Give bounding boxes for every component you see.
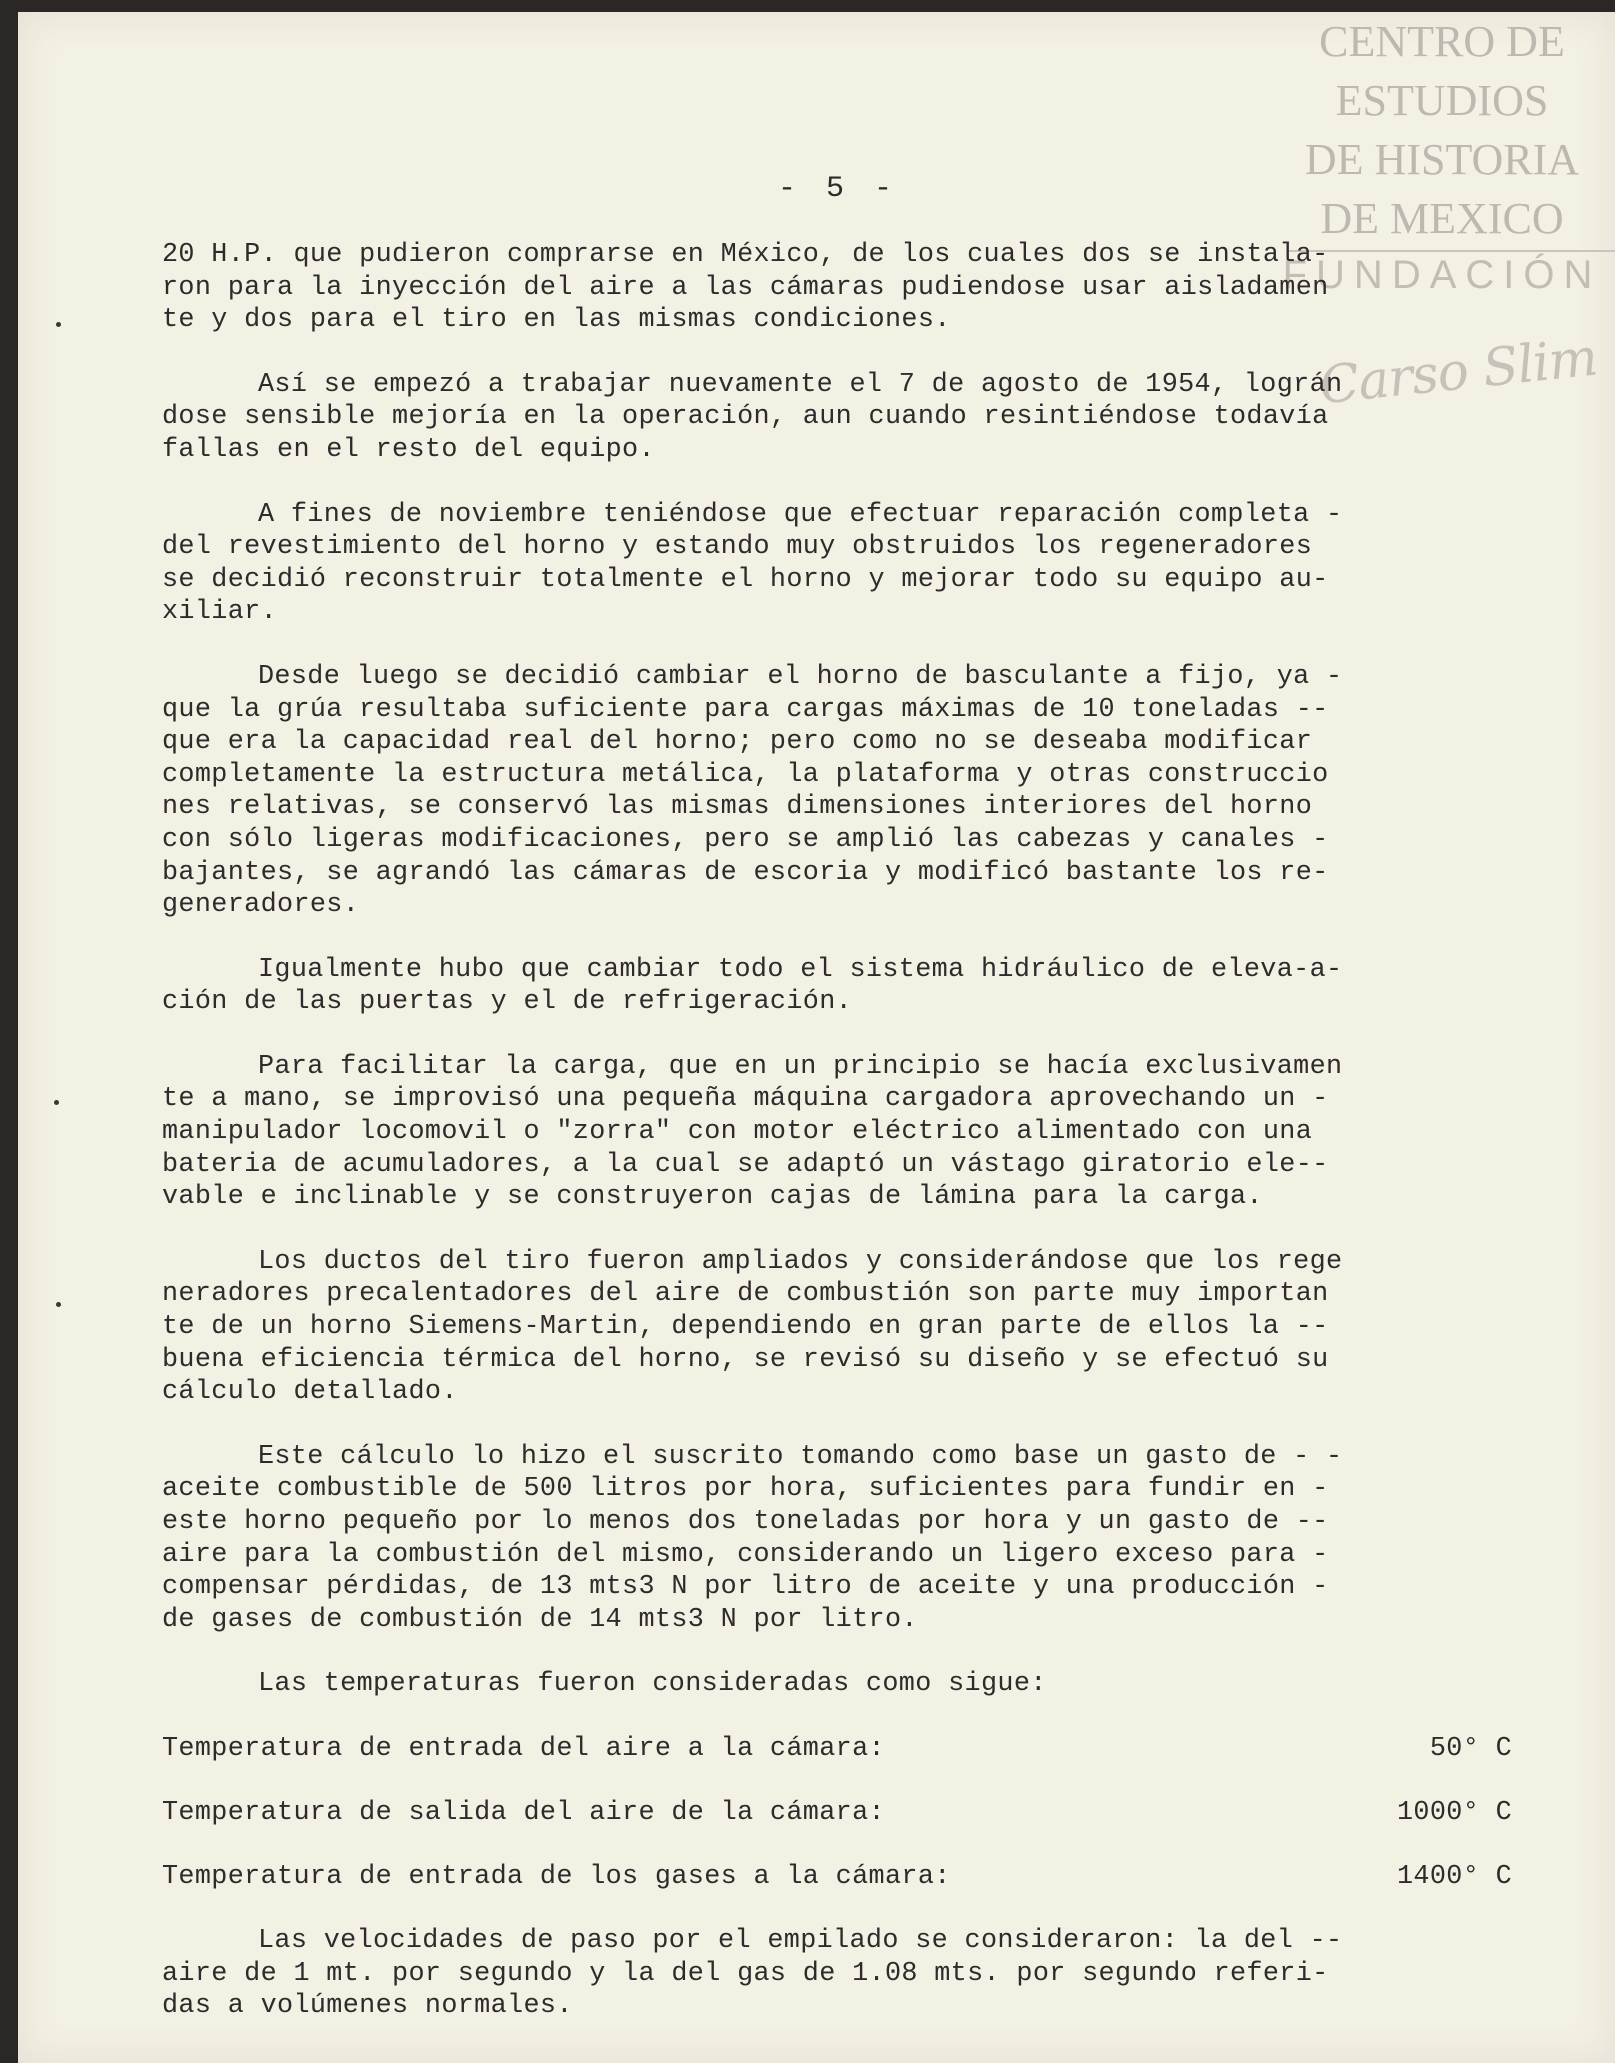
paragraph: Así se empezó a trabajar nuevamente el 7 de agosto de 1954, lográn dose sensible mejoría en la operación, aun cuando resintiéndose todavía fallas en el resto del equipo. [162, 369, 1343, 465]
watermark-line: CENTRO DE [1319, 17, 1565, 66]
paragraph: Este cálculo lo hizo el suscrito tomando como base un gasto de - - aceite combustible de 500 litros por hora, suficientes para fundir en - este horno pequeño por lo menos dos toneladas por hora y un gasto de -- aire para la combustión del mismo, considerando un ligero exceso para - compensar pérdidas, de 13 mts3 N por litro de aceite y una producción - de gases de combustión de 14 mts3 N por litro. [162, 1441, 1343, 1635]
watermark-line: ESTUDIOS [1335, 76, 1549, 125]
temperature-row [162, 1797, 1542, 1861]
margin-mark [54, 1100, 59, 1105]
temperature-value: 1000° C [1396, 1797, 1512, 1828]
margin-mark [56, 322, 61, 327]
page-number: - 5 - [778, 172, 899, 206]
paragraph: Para facilitar la carga, que en un principio se hacía exclusivamen te a mano, se improvisó una pequeña máquina cargadora aprovechando un - manipulador locomovil o "zorra" con motor eléctrico alimentado con una bateria de acumuladores, a la cual se adaptó un vástago giratorio ele-- vable e inclinable y se construyeron cajas de lámina para la carga. [162, 1051, 1343, 1213]
document-page [18, 12, 1615, 2063]
watermark-line: DE HISTORIA [1304, 135, 1580, 184]
temperature-value: 1400° C [1396, 1861, 1512, 1892]
temperature-label: Temperatura de entrada de los gases a la cámara: [162, 1861, 951, 1892]
paragraph: Desde luego se decidió cambiar el horno de basculante a fijo, ya - que la grúa resultaba suficiente para cargas máximas de 10 toneladas -- que era la capacidad real del horno; pero como no se deseaba modificar completamente la estructura metálica, la plataforma y otras construccio nes relativas, se conservó las mismas dimensiones interiores del horno con sólo ligeras modificaciones, pero se amplió las cabezas y canales - bajantes, se agrandó las cámaras de escoria y modificó bastante los re- generadores. [162, 661, 1343, 921]
temperature-value: 50° C [1429, 1733, 1512, 1764]
document-body [162, 239, 1542, 2055]
temperature-label: Temperatura de salida del aire de la cámara: [162, 1797, 885, 1828]
paragraph: A fines de noviembre teniéndose que efectuar reparación completa - del revestimiento del horno y estando muy obstruidos los regeneradores se decidió reconstruir totalmente el horno y mejorar todo su equipo au- xiliar. [162, 499, 1343, 628]
watermark-foundation: FUNDACIÓN [1282, 253, 1602, 297]
paragraph: Las temperaturas fueron consideradas como sigue: [258, 1669, 1047, 1700]
margin-mark [56, 1302, 61, 1307]
paragraph: Igualmente hubo que cambiar todo el sistema hidráulico de eleva-a- ción de las puertas y el de refrigeración. [162, 954, 1343, 1018]
watermark-line: DE MEXICO [1320, 194, 1564, 243]
watermark-signature: Carso Slim [1316, 327, 1600, 417]
paragraph: Los ductos del tiro fueron ampliados y considerándose que los rege neradores precalentadores del aire de combustión son parte muy importan te de un horno Siemens-Martin, dependiendo en gran parte de ellos la -- buena eficiencia térmica del horno, se revisó su diseño y se efectuó su cálculo detallado. [162, 1246, 1343, 1408]
temperature-label: Temperatura de entrada del aire a la cámara: [162, 1733, 885, 1764]
temperature-row [162, 1733, 1542, 1797]
paragraph: 20 H.P. que pudieron comprarse en México, de los cuales dos se instala- ron para la inyección del aire a las cámaras pudiendose usar aisladamen te y dos para el tiro en las mismas condiciones. [162, 240, 1329, 336]
temperature-row [162, 1861, 1542, 1925]
paragraph: Las velocidades de paso por el empilado se consideraron: la del -- aire de 1 mt. por segundo y la del gas de 1.08 mts. por segundo referi- das a volúmenes normales. [162, 1925, 1343, 2022]
